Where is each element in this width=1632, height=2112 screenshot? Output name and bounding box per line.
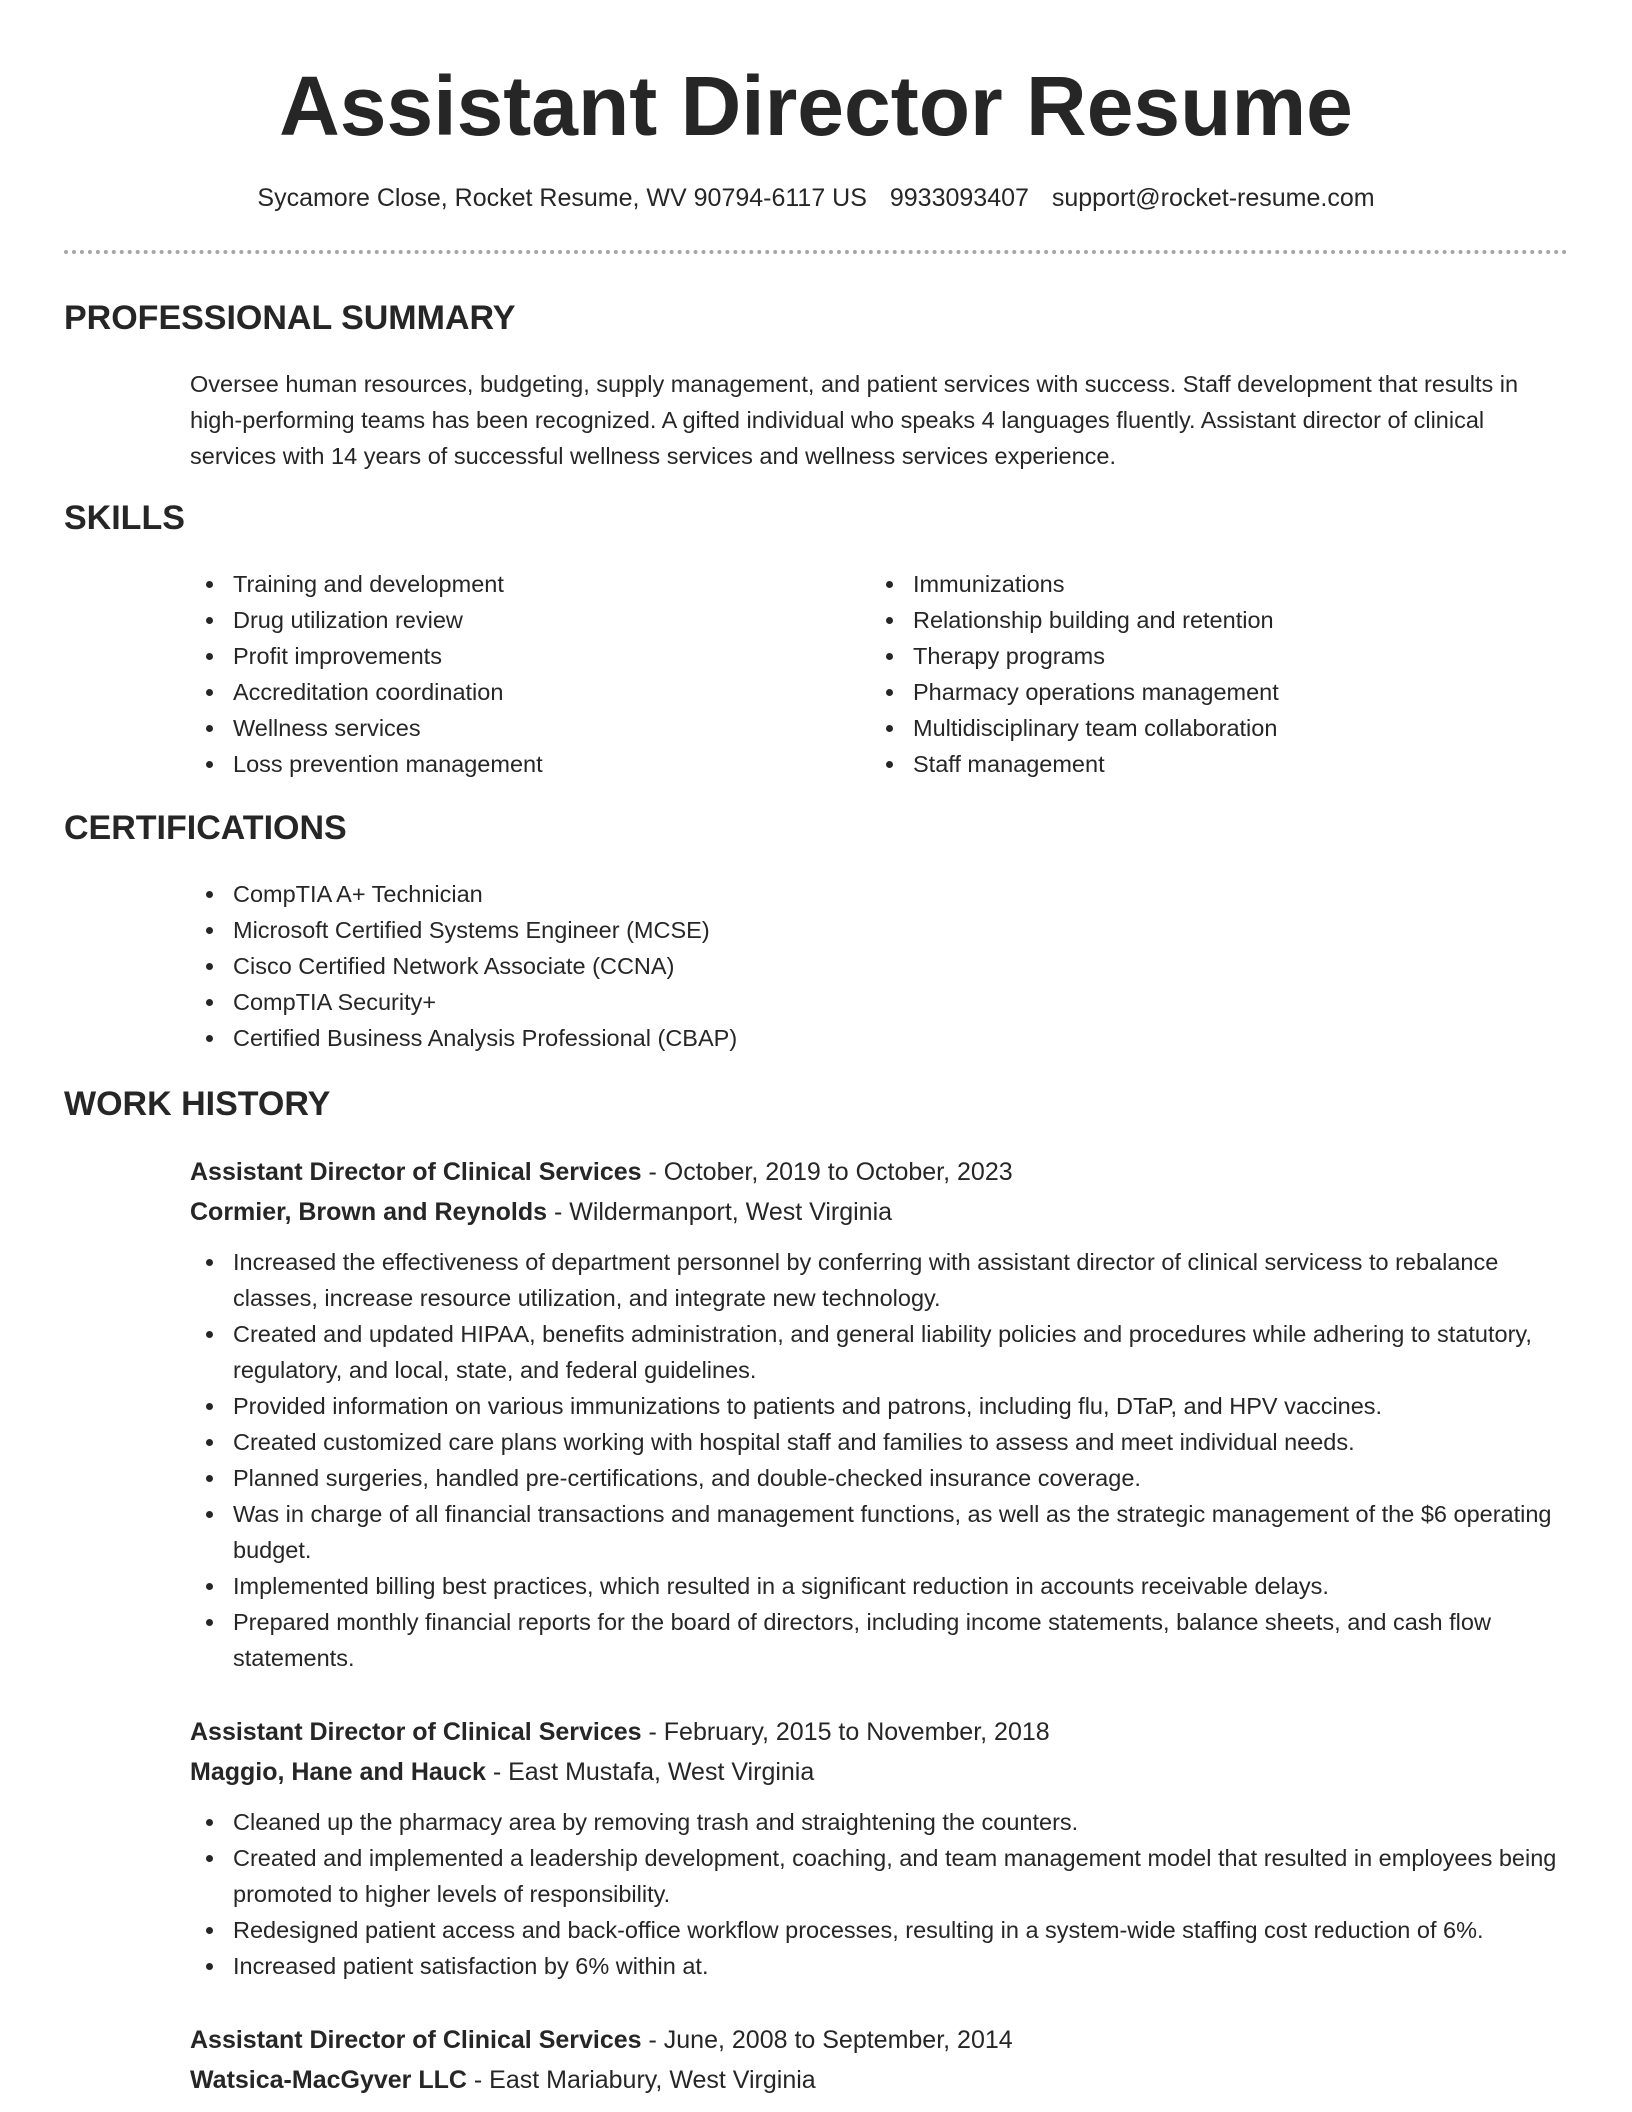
skill-item: Therapy programs — [870, 638, 1510, 674]
job-title-line — [190, 2020, 1570, 2060]
work-history-heading: WORK HISTORY — [64, 1085, 331, 1123]
job-title: Assistant Director of Clinical Services — [190, 1158, 642, 1186]
job-bullets — [190, 1804, 1570, 1984]
job-title-line — [190, 1712, 1570, 1752]
contact-email: support@rocket-resume.com — [1051, 184, 1375, 212]
job-entry — [190, 2020, 1570, 2100]
skill-item: Immunizations — [870, 566, 1510, 602]
job-bullet: Created and updated HIPAA, benefits administration, and general liability policies and procedures while adhering to statutory, regulatory, and local, state, and federal guidelines. — [190, 1316, 1570, 1388]
job-entry — [190, 1712, 1570, 1984]
skill-item: Loss prevention management — [190, 746, 830, 782]
job-company: Maggio, Hane and Hauck — [190, 1758, 486, 1786]
job-title-line — [190, 1152, 1570, 1192]
skills-heading: SKILLS — [64, 499, 185, 537]
summary-heading: PROFESSIONAL SUMMARY — [64, 299, 516, 337]
skill-item: Profit improvements — [190, 638, 830, 674]
job-location: - East Mustafa, West Virginia — [485, 1758, 815, 1786]
certifications-heading: CERTIFICATIONS — [64, 809, 347, 847]
job-company-line — [190, 2060, 1570, 2100]
skill-item: Relationship building and retention — [870, 602, 1510, 638]
certification-item: CompTIA A+ Technician — [190, 876, 1570, 912]
job-location: - Wildermanport, West Virginia — [547, 1198, 893, 1226]
job-bullets — [190, 1244, 1570, 1676]
job-dates: - October, 2019 to October, 2023 — [641, 1158, 1013, 1186]
summary-text: Oversee human resources, budgeting, supply management, and patient services with success. Staff development that results in high-performing teams has been recognized. A gifted individual who speaks 4 languages fluently. Assistant director of clinical services with 14 years of successful wellness services and wellness services experience. — [190, 371, 1519, 469]
job-title: Assistant Director of Clinical Services — [190, 1718, 642, 1746]
certification-item: Certified Business Analysis Professional (CBAP) — [190, 1020, 1570, 1056]
header-divider — [64, 250, 1568, 254]
job-dates: - February, 2015 to November, 2018 — [641, 1718, 1050, 1746]
skill-item: Staff management — [870, 746, 1510, 782]
skill-item: Drug utilization review — [190, 602, 830, 638]
job-bullet: Created customized care plans working with hospital staff and families to assess and meet individual needs. — [190, 1424, 1570, 1460]
job-company: Watsica-MacGyver LLC — [190, 2066, 467, 2094]
certification-item: Microsoft Certified Systems Engineer (MCSE) — [190, 912, 1570, 948]
job-bullet: Was in charge of all financial transactions and management functions, as well as the strategic management of the $6 operating budget. — [190, 1496, 1570, 1568]
job-company-line — [190, 1192, 1570, 1232]
certifications-list — [190, 876, 1570, 1056]
job-bullet: Cleaned up the pharmacy area by removing trash and straightening the counters. — [190, 1804, 1570, 1840]
contact-line — [0, 178, 1632, 218]
skill-item: Pharmacy operations management — [870, 674, 1510, 710]
job-bullet: Planned surgeries, handled pre-certifications, and double-checked insurance coverage. — [190, 1460, 1570, 1496]
job-bullet: Provided information on various immunizations to patients and patrons, including flu, DTaP, and HPV vaccines. — [190, 1388, 1570, 1424]
skill-item: Multidisciplinary team collaboration — [870, 710, 1510, 746]
job-company-line — [190, 1752, 1570, 1792]
job-bullet: Redesigned patient access and back-office workflow processes, resulting in a system-wide staffing cost reduction of 6%. — [190, 1912, 1570, 1948]
skill-item: Accreditation coordination — [190, 674, 830, 710]
job-company: Cormier, Brown and Reynolds — [190, 1198, 548, 1226]
job-bullet: Increased the effectiveness of department personnel by conferring with assistant director of clinical servicess to rebalance classes, increase resource utilization, and integrate new technology. — [190, 1244, 1570, 1316]
job-title: Assistant Director of Clinical Services — [190, 2026, 642, 2054]
skills-list-left — [190, 566, 830, 782]
resume-title: Assistant Director Resume — [279, 59, 1353, 153]
job-location: - East Mariabury, West Virginia — [466, 2066, 816, 2094]
certification-item: CompTIA Security+ — [190, 984, 1570, 1020]
job-entry — [190, 1152, 1570, 1676]
skills-list-right — [870, 566, 1510, 782]
job-bullet: Increased patient satisfaction by 6% within at. — [190, 1948, 1570, 1984]
job-bullet: Created and implemented a leadership development, coaching, and team management model that resulted in employees being promoted to higher levels of responsibility. — [190, 1840, 1570, 1912]
job-bullet: Prepared monthly financial reports for the board of directors, including income statements, balance sheets, and cash flow statements. — [190, 1604, 1570, 1676]
job-bullet: Implemented billing best practices, which resulted in a significant reduction in accounts receivable delays. — [190, 1568, 1570, 1604]
job-dates: - June, 2008 to September, 2014 — [641, 2026, 1013, 2054]
certification-item: Cisco Certified Network Associate (CCNA) — [190, 948, 1570, 984]
skill-item: Wellness services — [190, 710, 830, 746]
contact-address: Sycamore Close, Rocket Resume, WV 90794-6117 US — [257, 184, 867, 212]
skill-item: Training and development — [190, 566, 830, 602]
contact-phone: 9933093407 — [889, 184, 1029, 212]
